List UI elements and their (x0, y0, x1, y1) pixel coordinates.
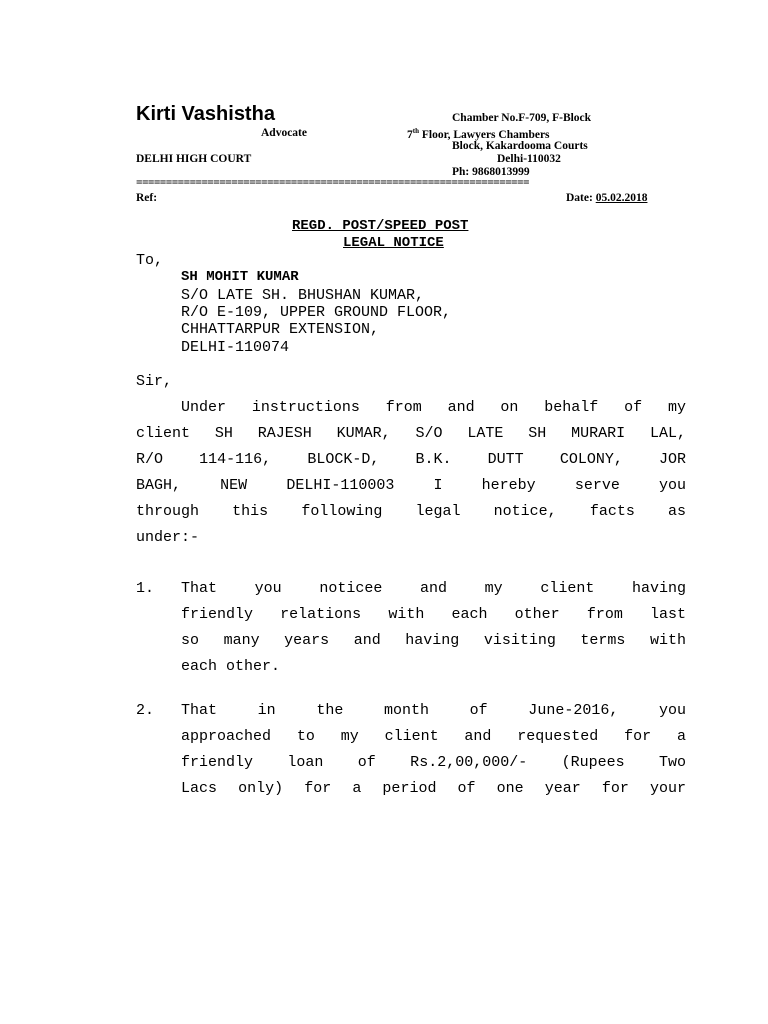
notice-heading-legal: LEGAL NOTICE (343, 235, 444, 251)
salutation: Sir, (136, 373, 173, 390)
court-name: DELHI HIGH COURT (136, 153, 252, 165)
floor-address: 7th Floor, Lawyers Chambers (407, 127, 550, 141)
recipient-name: SH MOHIT KUMAR (181, 269, 299, 285)
point-line: That you noticee and my client having (181, 580, 686, 597)
recipient-address: R/O E-109, UPPER GROUND FLOOR, (181, 304, 452, 321)
notice-heading-post: REGD. POST/SPEED POST (292, 218, 469, 234)
point-line: That in the month of June-2016, you (181, 702, 686, 719)
date-value: 05.02.2018 (595, 192, 648, 204)
intro-line: client SH RAJESH KUMAR, S/O LATE SH MURARI LAL, (136, 425, 686, 442)
intro-line: BAGH, NEW DELHI-110003 I hereby serve you (136, 477, 686, 494)
intro-line: Under instructions from and on behalf of my (181, 399, 686, 416)
recipient-parentage: S/O LATE SH. BHUSHAN KUMAR, (181, 287, 425, 304)
intro-line: through this following legal notice, facts as (136, 503, 686, 520)
phone-number: Ph: 9868013999 (452, 166, 530, 178)
point-line: friendly relations with each other from last (181, 606, 686, 623)
city-address: Delhi-110032 (497, 153, 561, 165)
intro-line: under:- (136, 529, 200, 546)
recipient-locality: CHHATTARPUR EXTENSION, (181, 321, 380, 338)
date-line: Date: 05.02.2018 (566, 192, 648, 204)
intro-line: R/O 114-116, BLOCK-D, B.K. DUTT COLONY, JOR (136, 451, 686, 468)
point-line: friendly loan of Rs.2,00,000/- (Rupees Two (181, 754, 686, 771)
point-line: so many years and having visiting terms with (181, 632, 686, 649)
to-label: To, (136, 252, 164, 269)
point-line: approached to my client and requested for a (181, 728, 686, 745)
point-number: 1. (136, 580, 155, 597)
advocate-name: Kirti Vashistha (136, 103, 275, 125)
point-line: each other. (181, 658, 281, 675)
advocate-title: Advocate (261, 127, 307, 139)
point-number: 2. (136, 702, 155, 719)
separator-line: ================================================================== (136, 177, 529, 189)
block-address: Block, Kakardooma Courts (452, 140, 588, 152)
recipient-city: DELHI-110074 (181, 339, 290, 356)
point-line: Lacs only) for a period of one year for your (181, 780, 686, 797)
ref-label: Ref: (136, 192, 158, 204)
chamber-address: Chamber No.F-709, F-Block (452, 112, 592, 124)
